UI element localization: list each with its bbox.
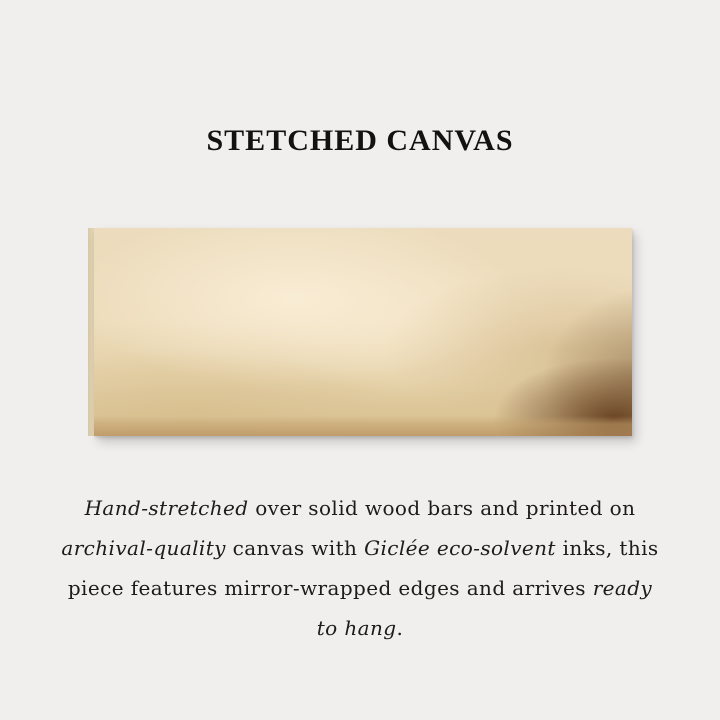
canvas-artwork-image	[88, 228, 632, 436]
description-emphasis-giclee: Giclée eco-solvent	[364, 536, 556, 560]
description-text-2: canvas with	[225, 536, 365, 560]
description-text-4: .	[396, 616, 404, 640]
canvas-horizon-band	[94, 416, 632, 436]
description-emphasis-archival: archival-quality	[61, 536, 226, 560]
page-title: STETCHED CANVAS	[206, 124, 514, 157]
description-emphasis-hand-stretched: Hand-stretched	[84, 496, 249, 520]
description-emphasis-ready: ready to hang	[316, 576, 653, 640]
description-text-1: over solid wood bars and printed on	[248, 496, 636, 520]
canvas-painting-face	[94, 228, 632, 436]
product-description	[60, 488, 660, 648]
description-text-3: inks, this piece features mirror-wrapped edges and arrives	[67, 536, 659, 600]
